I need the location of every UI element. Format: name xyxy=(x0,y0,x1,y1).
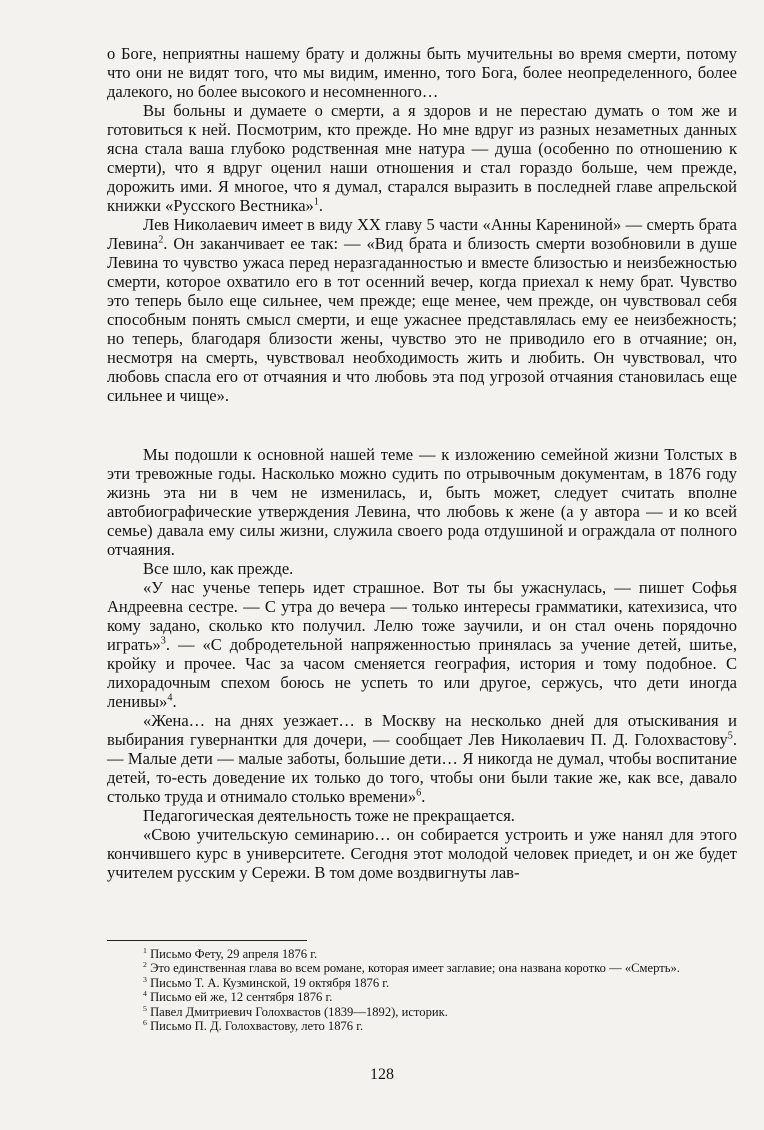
footnote-divider xyxy=(107,940,307,941)
footnote xyxy=(107,1005,737,1019)
footnote-ref: 1 xyxy=(313,196,319,208)
footnote-text: Письмо Т. А. Кузминской, 19 октября 1876 г. xyxy=(150,975,390,990)
paragraph xyxy=(107,445,737,559)
paragraph-text: «Свою учительскую семинарию… он собирается устроить и уже нанял для этого кончившего курс в университете. Сегодня этот молодой человек приедет, и он же будет учителем русским у Сережи. В том доме воздвигнуты лав- xyxy=(107,825,737,882)
footnote xyxy=(107,1019,737,1033)
footnote xyxy=(107,976,737,990)
footnote-text: Это единственная глава во всем романе, которая имеет заглавие; она названа коротко — «Смерть». xyxy=(150,961,680,976)
footnote-mark: 2 xyxy=(143,960,147,970)
footnote-mark: 6 xyxy=(143,1017,147,1027)
paragraph-text: Мы подошли к основной нашей теме — к изложению семейной жизни Толстых в эти тревожные годы. Насколько можно судить по отрывочным документам, в 1876 году жизнь эта ни в чем не изменилась, и, быть может, следует считать вполне автобиографические утверждения Левина, что любовь к жене (а у автора — и ко всей семье) давала ему силы жизни, служила своего рода отдушиной и ограждала от полного отчаяния. xyxy=(107,445,737,559)
footnote xyxy=(107,947,737,961)
paragraph-text: Вы больны и думаете о смерти, а я здоров и не перестаю думать о том же и готовиться к ней. Посмотрим, кто прежде. Но мне вдруг из разных незаметных данных ясна стала ваша глубоко родственная мне натура — душа (особенно по отношению к смерти), что я вдруг оценил наши отношения и стал гораздо больше, чем прежде, дорожить ими. Я многое, что я думал, старался выразить в последней главе апрельской книжки «Русского Вестника» xyxy=(107,101,737,215)
footnote-mark: 4 xyxy=(143,989,147,999)
footnote-mark: 1 xyxy=(143,945,147,955)
paragraph xyxy=(107,806,737,825)
footnote-ref: 4 xyxy=(167,692,173,704)
footnote-ref: 3 xyxy=(160,635,166,647)
footnote-mark: 5 xyxy=(143,1003,147,1013)
paragraph-text: Педагогическая деятельность тоже не прекращается. xyxy=(143,806,515,825)
footnote xyxy=(107,961,737,975)
footnote xyxy=(107,990,737,1004)
footnote-text: Письмо ей же, 12 сентября 1876 г. xyxy=(150,990,333,1005)
paragraph xyxy=(107,825,737,882)
paragraph-text: Лев Николаевич имеет в виду XX главу 5 части «Анны Карениной» — смерть брата Левина xyxy=(107,215,737,253)
paragraph: «У нас ученье теперь идет страшное. Вот ты бы ужаснулась, — пишет Софья Андреевна сестре. — С утра до вечера — только интересы грамматики, катехизиса, что кому задано, сколько кто получил. Лелю тоже заучили, и он стал очень порядочно играть»$^3$. — «С добродетельной напряженностью принялась за учение детей, шитье, кройку и прочее. Час за часом сменяется география, история и тому подобное. С лихорадочным спехом боюсь не успеть то или другое, сержусь, что дети иногда ленивы»$^4$. xyxy=(107,578,737,711)
paragraph xyxy=(107,559,737,578)
paragraph-text: — «С добродетельной напряженностью принялась за учение детей, шитье, кройку и прочее. Час за часом сменяется география, история и тому подобное. С лихорадочным спехом боюсь не успеть то или другое, сержусь, что дети иногда ленивы» xyxy=(107,635,737,711)
footnote-text: Письмо П. Д. Голохвастову, лето 1876 г. xyxy=(150,1019,364,1034)
footnotes xyxy=(107,940,737,1033)
section-gap xyxy=(107,405,737,445)
paragraph-text: — Малые дети — малые заботы, большие дети… Я никогда не думал, чтобы воспитание детей, то-есть доведение их только до того, чтобы они были такие же, как все, давало столько труда и отнимало столько времени» xyxy=(107,749,737,806)
paragraph-text: о Боге, неприятны нашему брату и должны быть мучительны во время смерти, потому что они не видят того, что мы видим, именно, того Бога, более неопределенного, более далекого, но более высокого и несомненного… xyxy=(107,44,737,101)
paragraph-text: «У нас ученье теперь идет страшное. Вот ты бы ужаснулась, — пишет Софья Андреевна сестре. — С утра до вечера — только интересы грамматики, катехизиса, что кому задано, сколько кто получил. Лелю тоже заучили, и он стал очень порядочно играть» xyxy=(107,578,737,654)
footnote-mark: 3 xyxy=(143,974,147,984)
paragraph: Вы больны и думаете о смерти, а я здоров и не перестаю думать о том же и готовиться к ней. Посмотрим, кто прежде. Но мне вдруг из разных незаметных данных ясна стала ваша глубоко родственная мне натура — душа (особенно по отношению к смерти), что я вдруг оценил наши отношения и стал гораздо больше, чем прежде, дорожить ими. Я многое, что я думал, старался выразить в последней главе апрельской книжки «Русского Вестника»$^1$. xyxy=(107,101,737,215)
paragraph-continuation xyxy=(107,44,737,101)
paragraph-text: Все шло, как прежде. xyxy=(143,559,294,578)
paragraph: «Жена… на днях уезжает… в Москву на несколько дней для отыскивания и выбирания гувернантки для дочери, — сообщает Лев Николаевич П. Д. Голохвастову$^5$. — Малые дети — малые заботы, большие дети… Я никогда не думал, чтобы воспитание детей, то-есть доведение их только до того, чтобы они были такие же, как все, давало столько труда и отнимало столько времени»$^6$. xyxy=(107,711,737,806)
footnote-ref: 6 xyxy=(416,787,422,799)
footnote-text: Павел Дмитриевич Голохвастов (1839—1892), историк. xyxy=(150,1004,448,1019)
paragraph: Лев Николаевич имеет в виду XX главу 5 части «Анны Карениной» — смерть брата Левина$^2$. Он заканчивает ее так: — «Вид брата и близость смерти возобновили в душе Левина то чувство ужаса перед неразгаданностью и вместе близостью и неизбежностью смерти, которое охватило его в тот осенний вечер, когда приехал к нему брат. Чувство это теперь было еще сильнее, чем прежде; еще менее, чем прежде, он чувствовал себя способным понять смысл смерти, и еще ужаснее представлялась ему ее неизбежность; но теперь, благодаря близости жены, чувство это не приводило его в отчаяние; он, несмотря на смерть, чувствовал необходимость жить и любить. Он чувствовал, что любовь спасла его от отчаяния и что любовь эта под угрозой отчаяния становилась еще сильнее и чище». xyxy=(107,215,737,405)
paragraph-text: «Жена… на днях уезжает… в Москву на несколько дней для отыскивания и выбирания гувернантки для дочери, — сообщает Лев Николаевич П. Д. Голохвастову xyxy=(107,711,737,749)
page-body xyxy=(107,44,737,882)
paragraph-text: Он заканчивает ее так: — «Вид брата и близость смерти возобновили в душе Левина то чувство ужаса перед неразгаданностью и вместе близостью и неизбежностью смерти, которое охватило его в тот осенний вечер, когда приехал к нему брат. Чувство это теперь было еще сильнее, чем прежде; еще менее, чем прежде, он чувствовал себя способным понять смысл смерти, и еще ужаснее представлялась ему ее неизбежность; но теперь, благодаря близости жены, чувство это не приводило его в отчаяние; он, несмотря на смерть, чувствовал необходимость жить и любить. Он чувствовал, что любовь спасла его от отчаяния и что любовь эта под угрозой отчаяния становилась еще сильнее и чище». xyxy=(107,234,737,405)
page-number: 128 xyxy=(370,1066,394,1083)
footnote-ref: 5 xyxy=(727,730,733,742)
footnote-text: Письмо Фету, 29 апреля 1876 г. xyxy=(150,947,318,961)
footnote-ref: 2 xyxy=(158,234,164,246)
